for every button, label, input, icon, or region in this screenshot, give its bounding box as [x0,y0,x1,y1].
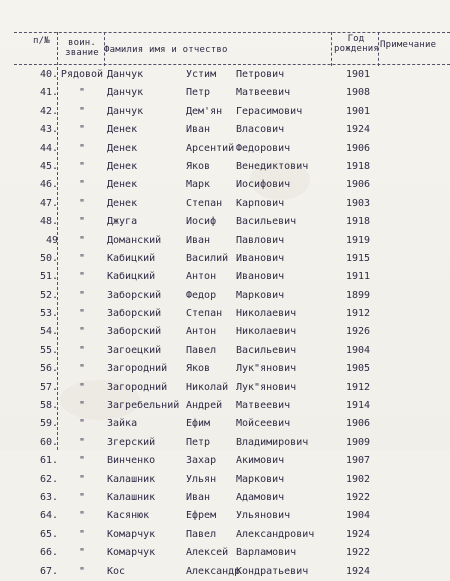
row-birth-year: 1906 [346,418,371,430]
row-rank: " [78,547,86,559]
row-patronymic: Александрович [236,528,315,540]
row-first-name: Петр [186,87,211,99]
row-patronymic: Ульянович [236,510,291,522]
row-rank: " [78,124,86,136]
row-patronymic: Маркович [236,473,285,485]
row-first-name: Антон [186,271,217,283]
row-patronymic: Васильевич [236,344,297,356]
row-number: 46. [39,179,58,191]
row-first-name: Павел [186,528,217,540]
row-surname: Данчук [107,105,144,117]
table-row [0,379,450,397]
row-first-name: Яков [186,363,211,375]
row-birth-year: 1922 [346,491,371,503]
row-number: 54. [39,326,58,338]
row-rank: " [78,308,86,320]
table-row [0,415,450,433]
row-number: 61. [39,455,58,467]
row-patronymic: Иванович [236,271,285,283]
row-rank: " [78,289,86,301]
row-number: 64. [39,510,58,522]
row-patronymic: Маркович [236,289,285,301]
row-number: 49 [45,234,58,246]
row-number: 55. [39,344,58,356]
table-row [0,360,450,378]
row-rank: " [78,197,86,209]
table-row [0,287,450,305]
row-patronymic: Иванович [236,252,285,264]
row-birth-year: 1909 [346,436,371,448]
row-surname: Джуга [107,216,138,228]
row-birth-year: 1912 [346,381,371,393]
row-number: 43. [39,124,58,136]
row-patronymic: Иосифович [236,179,291,191]
row-rank: " [78,418,86,430]
row-first-name: Устим [186,69,217,80]
row-birth-year: 1907 [346,455,371,467]
row-rank: " [78,491,86,503]
row-number: 59. [39,418,58,430]
row-birth-year: 1911 [346,271,371,283]
row-number: 52. [39,289,58,301]
row-birth-year: 1918 [346,216,371,228]
row-surname: Комарчук [107,547,156,559]
row-first-name: Степан [186,308,223,320]
row-surname: Калашник [107,473,156,485]
row-number: 53. [39,308,58,320]
row-birth-year: 1901 [346,69,371,80]
row-surname: Денек [107,197,138,209]
table-row [0,66,450,84]
row-patronymic: Варламович [236,547,297,559]
row-number: 67. [39,565,58,577]
row-rank: " [78,455,86,467]
header-year: Год рождения [334,34,379,54]
row-birth-year: 1901 [346,105,371,117]
table-row [0,544,450,562]
row-rank: " [78,473,86,485]
row-surname: Данчук [107,69,144,80]
row-first-name: Федор [186,289,217,301]
row-first-name: Захар [186,455,217,467]
row-birth-year: 1914 [346,400,371,412]
row-first-name: Дем'ян [186,105,223,117]
row-first-name: Ефим [186,418,211,430]
row-number: 45. [39,160,58,172]
row-number: 58. [39,400,58,412]
row-surname: Денек [107,124,138,136]
row-patronymic: Власович [236,124,285,136]
row-number: 66. [39,547,58,559]
row-rank: " [78,326,86,338]
row-surname: Загребельний [107,400,180,412]
row-first-name: Иван [186,234,211,246]
table-row [0,103,450,121]
row-rank: " [78,436,86,448]
row-birth-year: 1905 [346,363,371,375]
row-rank: " [78,87,86,99]
row-birth-year: 1906 [346,142,371,154]
row-patronymic: Владимирович [236,436,309,448]
row-patronymic: Кондратьевич [236,565,309,577]
row-surname: Кабицкий [107,252,156,264]
row-surname: Зайка [107,418,138,430]
header-rank: воин. звание [65,38,99,58]
row-birth-year: 1926 [346,326,371,338]
row-surname: Комарчук [107,528,156,540]
row-birth-year: 1924 [346,528,371,540]
table-row [0,195,450,213]
row-number: 47. [39,197,58,209]
row-surname: Заборский [107,326,162,338]
row-first-name: Алексей [186,547,229,559]
row-surname: Калашник [107,491,156,503]
table-row [0,434,450,452]
row-birth-year: 1915 [346,252,371,264]
row-surname: Згерский [107,436,156,448]
row-patronymic: Лук"янович [236,381,297,393]
row-surname: Кос [107,565,126,577]
row-patronymic: Герасимович [236,105,303,117]
row-surname: Заборский [107,308,162,320]
row-first-name: Ульян [186,473,217,485]
row-number: 42. [39,105,58,117]
table-row [0,121,450,139]
row-rank: " [78,528,86,540]
row-birth-year: 1918 [346,160,371,172]
row-rank: " [78,344,86,356]
table-row [0,305,450,323]
row-first-name: Николай [186,381,229,393]
row-first-name: Антон [186,326,217,338]
row-patronymic: Мойсеевич [236,418,291,430]
row-rank: " [78,510,86,522]
row-birth-year: 1899 [346,289,371,301]
table-row [0,507,450,525]
row-rank: " [78,565,86,577]
row-patronymic: Петрович [236,69,285,80]
row-birth-year: 1924 [346,565,371,577]
row-patronymic: Матвеевич [236,87,291,99]
table-row [0,471,450,489]
row-number: 57. [39,381,58,393]
row-birth-year: 1904 [346,344,371,356]
table-row [0,563,450,581]
row-birth-year: 1924 [346,124,371,136]
row-patronymic: Николаевич [236,308,297,320]
row-birth-year: 1902 [346,473,371,485]
row-first-name: Петр [186,436,211,448]
row-surname: Денек [107,142,138,154]
row-rank: " [78,400,86,412]
table-row [0,84,450,102]
column-divider [331,32,332,66]
table-row [0,176,450,194]
row-surname: Данчук [107,87,144,99]
row-rank: " [78,142,86,154]
row-patronymic: Васильевич [236,216,297,228]
row-surname: Денек [107,179,138,191]
row-patronymic: Венедиктович [236,160,309,172]
row-surname: Загоецкий [107,344,162,356]
row-surname: Винченко [107,455,156,467]
table-row [0,452,450,470]
row-number: 62. [39,473,58,485]
row-first-name: Марк [186,179,211,191]
table-row [0,268,450,286]
row-first-name: Василий [186,252,229,264]
row-rank: " [78,252,86,264]
table-row [0,526,450,544]
table-row [0,158,450,176]
row-first-name: Арсентий [186,142,235,154]
header-fio: Фамилия имя и отчество [104,45,228,55]
table-row [0,323,450,341]
row-number: 41. [39,87,58,99]
row-patronymic: Акимович [236,455,285,467]
row-rank: " [78,363,86,375]
row-birth-year: 1922 [346,547,371,559]
row-patronymic: Карпович [236,197,285,209]
row-rank: " [78,271,86,283]
row-patronymic: Николаевич [236,326,297,338]
row-first-name: Иван [186,124,211,136]
row-first-name: Степан [186,197,223,209]
row-first-name: Александр [186,565,241,577]
row-surname: Доманский [107,234,162,246]
row-first-name: Ефрем [186,510,217,522]
table-row [0,140,450,158]
row-first-name: Иосиф [186,216,217,228]
row-first-name: Иван [186,491,211,503]
table-top-rule [14,32,450,33]
roster-table-body [0,66,450,581]
row-number: 65. [39,528,58,540]
row-surname: Загородний [107,381,168,393]
row-number: 63. [39,491,58,503]
row-rank: " [78,160,86,172]
table-row [0,342,450,360]
row-birth-year: 1904 [346,510,371,522]
row-number: 50. [39,252,58,264]
row-number: 48. [39,216,58,228]
row-number: 44. [39,142,58,154]
row-birth-year: 1912 [346,308,371,320]
table-row [0,489,450,507]
row-surname: Загородний [107,363,168,375]
row-rank: " [78,179,86,191]
row-rank: " [78,105,86,117]
table-row [0,213,450,231]
header-bottom-rule [14,64,450,65]
row-birth-year: 1903 [346,197,371,209]
row-birth-year: 1906 [346,179,371,191]
row-birth-year: 1908 [346,87,371,99]
row-patronymic: Адамович [236,491,285,503]
row-first-name: Андрей [186,400,223,412]
row-patronymic: Федорович [236,142,291,154]
row-number: 56. [39,363,58,375]
table-row [0,250,450,268]
row-surname: Кабицкий [107,271,156,283]
row-first-name: Яков [186,160,211,172]
row-surname: Заборский [107,289,162,301]
header-note: Примечание [380,40,437,50]
row-rank: Рядовой [60,69,104,80]
row-surname: Денек [107,160,138,172]
row-number: 51. [39,271,58,283]
header-num: п/№ [33,36,50,46]
row-surname: Касянюк [107,510,150,522]
row-rank: " [78,234,86,246]
row-first-name: Павел [186,344,217,356]
row-number: 60. [39,436,58,448]
row-rank: " [78,381,86,393]
table-row [0,232,450,250]
table-row [0,397,450,415]
row-number: 40. [39,69,58,80]
row-birth-year: 1919 [346,234,371,246]
row-patronymic: Матвеевич [236,400,291,412]
row-patronymic: Лук"янович [236,363,297,375]
row-patronymic: Павлович [236,234,285,246]
row-rank: " [78,216,86,228]
